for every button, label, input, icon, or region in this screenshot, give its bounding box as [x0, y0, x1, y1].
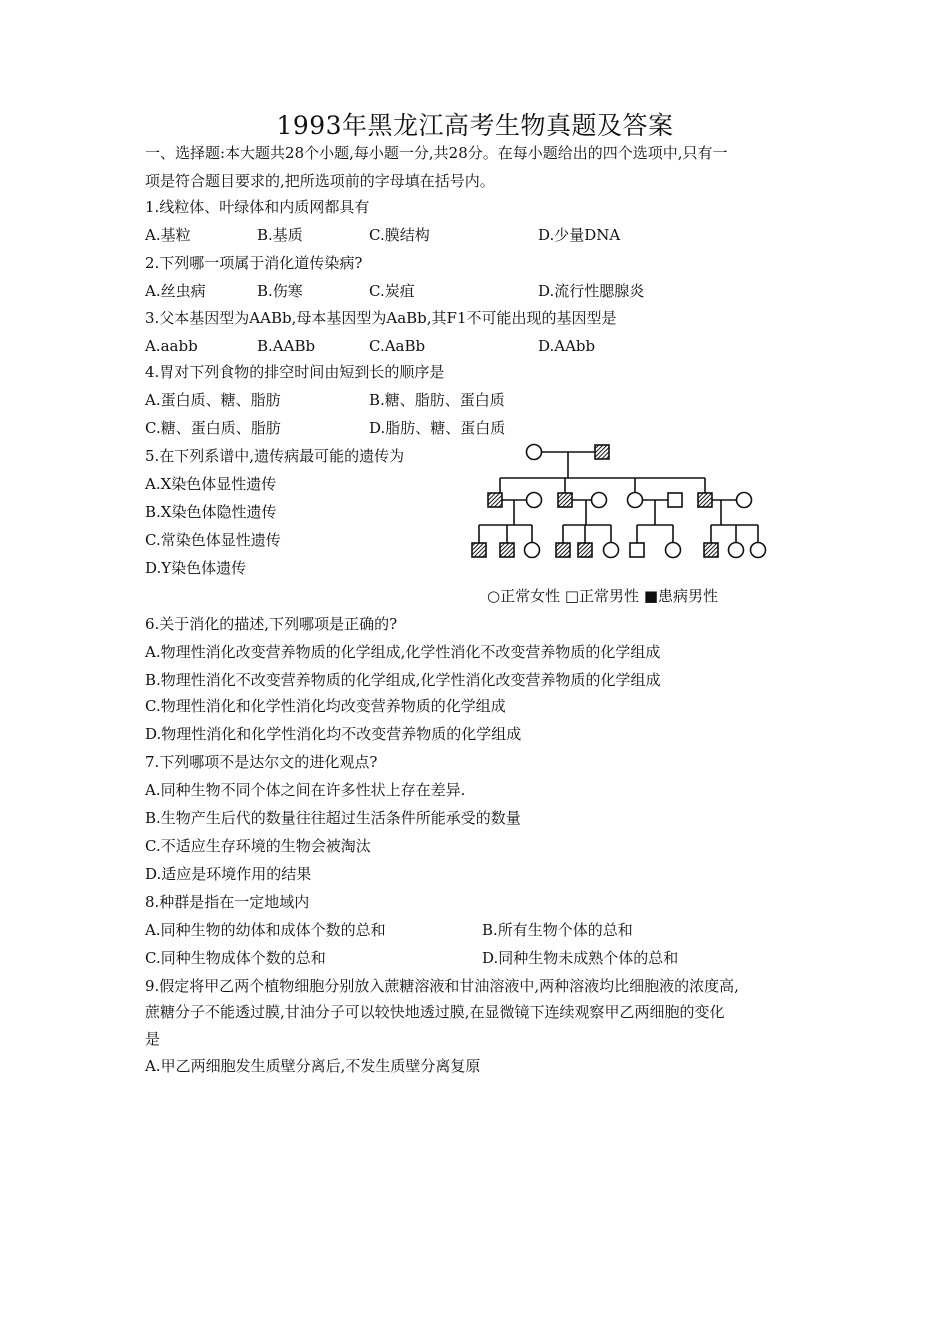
question-6-stem: 6.关于消化的描述,下列哪项是正确的?	[145, 615, 398, 633]
normal-female-symbol	[666, 543, 681, 558]
normal-female-symbol	[527, 445, 542, 460]
question-6-option-d: D.物理性消化和化学性消化均不改变营养物质的化学组成	[145, 725, 522, 743]
question-2-option-a: A.丝虫病	[145, 282, 206, 300]
question-7-option-a: A.同种生物不同个体之间在许多性状上存在差异.	[145, 781, 466, 799]
question-8-option-c: C.同种生物成体个数的总和	[145, 949, 326, 967]
question-2-stem: 2.下列哪一项属于消化道传染病?	[145, 254, 363, 272]
question-8-option-a: A.同种生物的幼体和成体个数的总和	[145, 921, 386, 939]
question-3-option-a: A.aabb	[145, 337, 198, 355]
question-1-option-d: D.少量DNA	[538, 226, 621, 244]
normal-female-symbol	[592, 493, 607, 508]
question-7-option-c: C.不适应生存环境的生物会被淘汰	[145, 837, 371, 855]
question-7-option-b: B.生物产生后代的数量往往超过生活条件所能承受的数量	[145, 809, 521, 827]
normal-female-symbol	[628, 493, 643, 508]
pedigree-chart	[465, 438, 775, 566]
question-6-option-a: A.物理性消化改变营养物质的化学组成,化学性消化不改变营养物质的化学组成	[145, 643, 661, 661]
normal-female-symbol	[525, 543, 540, 558]
question-5-option-b: B.X染色体隐性遗传	[145, 503, 277, 521]
question-6-option-b: B.物理性消化不改变营养物质的化学组成,化学性消化改变营养物质的化学组成	[145, 671, 661, 689]
question-5-option-c: C.常染色体显性遗传	[145, 531, 281, 549]
affected-male-symbol	[558, 493, 572, 507]
question-1-option-a: A.基粒	[145, 226, 191, 244]
question-6-option-c: C.物理性消化和化学性消化均改变营养物质的化学组成	[145, 697, 506, 715]
question-1-option-b: B.基质	[257, 226, 303, 244]
question-2-option-c: C.炭疽	[369, 282, 415, 300]
section-intro-line2: 项是符合题目要求的,把所选项前的字母填在括号内。	[145, 172, 495, 190]
legend-affected-male: ■患病男性	[643, 587, 719, 605]
question-4-option-c: C.糖、蛋白质、脂肪	[145, 419, 281, 437]
question-3-option-d: D.AAbb	[538, 337, 596, 355]
affected-male-symbol	[556, 543, 570, 557]
question-4-option-d: D.脂肪、糖、蛋白质	[369, 419, 506, 437]
normal-female-symbol	[737, 493, 752, 508]
question-4-option-b: B.糖、脂肪、蛋白质	[369, 391, 505, 409]
question-9-stem-line2: 蔗糖分子不能透过膜,甘油分子可以较快地透过膜,在显微镜下连续观察甲乙两细胞的变化	[145, 1003, 725, 1021]
normal-male-symbol	[668, 493, 682, 507]
question-8-stem: 8.种群是指在一定地域内	[145, 893, 310, 911]
question-1-stem: 1.线粒体、叶绿体和内质网都具有	[145, 198, 370, 216]
section-intro-line1: 一、选择题:本大题共28个小题,每小题一分,共28分。在每小题给出的四个选项中,只有一	[145, 144, 728, 162]
question-5-stem: 5.在下列系谱中,遗传病最可能的遗传为	[145, 447, 405, 465]
question-9-option-a: A.甲乙两细胞发生质壁分离后,不发生质壁分离复原	[145, 1057, 481, 1075]
normal-male-symbol	[630, 543, 644, 557]
affected-male-symbol	[698, 493, 712, 507]
affected-male-symbol	[472, 543, 486, 557]
affected-male-symbol	[488, 493, 502, 507]
question-2-option-d: D.流行性腮腺炎	[538, 282, 645, 300]
pedigree-legend	[487, 585, 718, 606]
question-7-stem: 7.下列哪项不是达尔文的进化观点?	[145, 753, 378, 771]
affected-male-symbol	[704, 543, 718, 557]
question-7-option-d: D.适应是环境作用的结果	[145, 865, 312, 883]
page-title: 1993年黑龙江高考生物真题及答案	[276, 111, 674, 140]
question-3-option-c: C.AaBb	[369, 337, 426, 355]
question-4-stem: 4.胃对下列食物的排空时间由短到长的顺序是	[145, 363, 445, 381]
legend-normal-male: □正常男性	[564, 587, 640, 605]
question-8-option-b: B.所有生物个体的总和	[482, 921, 633, 939]
question-1-option-c: C.膜结构	[369, 226, 430, 244]
normal-female-symbol	[751, 543, 766, 558]
question-2-option-b: B.伤寒	[257, 282, 303, 300]
question-9-stem-line3: 是	[145, 1030, 161, 1048]
question-8-option-d: D.同种生物未成熟个体的总和	[482, 949, 679, 967]
normal-female-symbol	[729, 543, 744, 558]
question-3-stem: 3.父本基因型为AABb,母本基因型为AaBb,其F1不可能出现的基因型是	[145, 309, 617, 327]
legend-normal-female: ○正常女性	[487, 587, 561, 605]
question-3-option-b: B.AABb	[257, 337, 316, 355]
question-9-stem-line1: 9.假定将甲乙两个植物细胞分别放入蔗糖溶液和甘油溶液中,两种溶液均比细胞液的浓度高,	[145, 977, 739, 995]
affected-male-symbol	[578, 543, 592, 557]
affected-male-symbol	[500, 543, 514, 557]
affected-male-symbol	[595, 445, 609, 459]
question-5-option-a: A.X染色体显性遗传	[145, 475, 277, 493]
question-5-option-d: D.Y染色体遗传	[145, 559, 247, 577]
question-4-option-a: A.蛋白质、糖、脂肪	[145, 391, 281, 409]
normal-female-symbol	[604, 543, 619, 558]
normal-female-symbol	[527, 493, 542, 508]
